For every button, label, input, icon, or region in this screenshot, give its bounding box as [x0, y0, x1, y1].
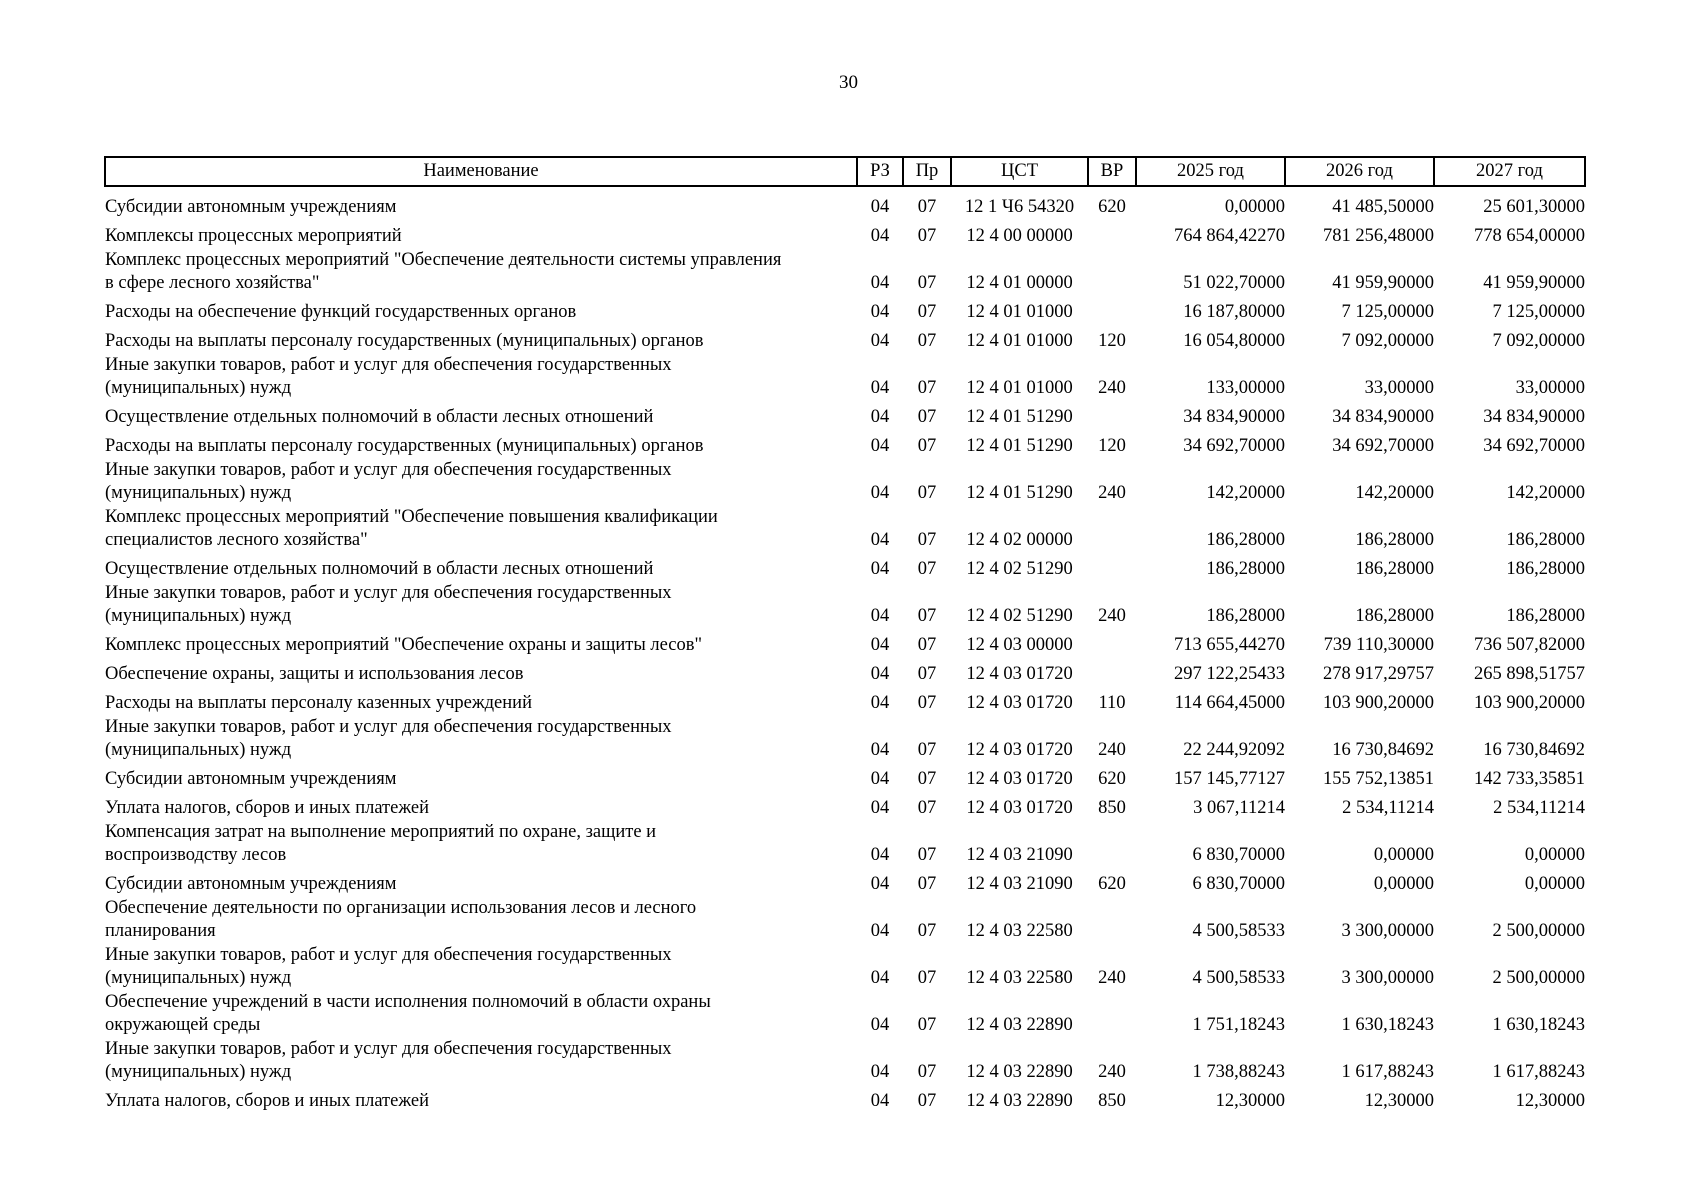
cell-pr: 07: [917, 1062, 937, 1082]
cell-2025: 6 830,70000: [1192, 874, 1285, 894]
table-row: [105, 820, 1585, 867]
cell-name: [105, 1084, 857, 1113]
cell-2026: 739 110,30000: [1323, 635, 1434, 655]
cell-name: [105, 686, 857, 715]
cell-name: [105, 990, 857, 1037]
cell-name-line: Осуществление отдельных полномочий в области лесных отношений: [105, 407, 654, 427]
cell-name-line: Иные закупки товаров, работ и услуг для обеспечения государственных: [105, 945, 672, 965]
cell-rz: 04: [870, 530, 890, 550]
cell-name: [105, 186, 857, 219]
cell-name: [105, 552, 857, 581]
table-body: [105, 186, 1585, 1113]
cell-cst: 12 4 03 01720: [966, 769, 1073, 789]
cell-cst: 12 4 00 00000: [966, 226, 1073, 246]
header-cst: ЦСТ: [951, 157, 1088, 186]
cell-cst: 12 4 03 22890: [966, 1062, 1073, 1082]
cell-2027: 778 654,00000: [1474, 226, 1585, 246]
cell-cst: 12 4 03 01720: [966, 693, 1073, 713]
cell-cst: 12 4 03 00000: [966, 635, 1073, 655]
cell-pr: 07: [917, 436, 937, 456]
cell-pr: 07: [917, 378, 937, 398]
cell-cst: 12 4 01 51290: [966, 483, 1073, 503]
cell-rz: 04: [870, 436, 890, 456]
cell-pr: 07: [917, 664, 937, 684]
cell-name-line: Расходы на выплаты персоналу казенных учреждений: [105, 693, 532, 713]
cell-2026: 142,20000: [1355, 483, 1434, 503]
cell-2025: 4 500,58533: [1192, 968, 1285, 988]
cell-pr: 07: [917, 273, 937, 293]
cell-rz: 04: [870, 968, 890, 988]
cell-2026: 16 730,84692: [1332, 740, 1434, 760]
cell-name-line: (муниципальных) нужд: [105, 740, 292, 760]
cell-pr: 07: [917, 483, 937, 503]
cell-2025: 34 692,70000: [1183, 436, 1285, 456]
cell-name-line: Комплексы процессных мероприятий: [105, 226, 402, 246]
cell-2026: 7 092,00000: [1341, 331, 1434, 351]
cell-2025: 51 022,70000: [1183, 273, 1285, 293]
cell-pr: 07: [917, 740, 937, 760]
cell-2025: 157 145,77127: [1174, 769, 1285, 789]
cell-name-line: (муниципальных) нужд: [105, 606, 292, 626]
cell-vr: 620: [1098, 197, 1126, 217]
cell-rz: 04: [870, 273, 890, 293]
cell-cst: 12 4 03 22890: [966, 1091, 1073, 1111]
cell-cst: 12 4 01 51290: [966, 436, 1073, 456]
cell-vr: 240: [1098, 606, 1126, 626]
cell-vr: 110: [1098, 693, 1126, 713]
cell-rz: 04: [870, 302, 890, 322]
header-2027: 2027 год: [1434, 157, 1585, 186]
cell-vr: 620: [1098, 874, 1126, 894]
cell-2026: 1 617,88243: [1341, 1062, 1434, 1082]
table-row: [105, 1037, 1585, 1084]
cell-vr: 620: [1098, 769, 1126, 789]
cell-pr: 07: [917, 635, 937, 655]
cell-pr: 07: [917, 559, 937, 579]
cell-name: [105, 762, 857, 791]
cell-name-line: Обеспечение учреждений в части исполнения полномочий в области охраны: [105, 992, 711, 1012]
cell-2026: 103 900,20000: [1323, 693, 1434, 713]
cell-2025: 142,20000: [1206, 483, 1285, 503]
cell-cst: 12 1 Ч6 54320: [964, 197, 1075, 217]
cell-name-line: Субсидии автономным учреждениям: [105, 197, 397, 217]
cell-2027: 33,00000: [1515, 378, 1585, 398]
cell-vr: [1088, 248, 1136, 295]
cell-2026: 186,28000: [1355, 606, 1434, 626]
cell-pr: 07: [917, 769, 937, 789]
cell-cst: 12 4 03 01720: [966, 740, 1073, 760]
cell-2025: 1 751,18243: [1192, 1015, 1285, 1035]
cell-name: [105, 324, 857, 353]
cell-name: [105, 400, 857, 429]
cell-2026: 34 692,70000: [1332, 436, 1434, 456]
cell-cst: 12 4 01 01000: [966, 378, 1073, 398]
cell-rz: 04: [870, 1062, 890, 1082]
cell-pr: 07: [917, 1015, 937, 1035]
cell-2025: 12,30000: [1215, 1091, 1285, 1111]
table-header: [105, 157, 1585, 186]
cell-pr: 07: [917, 921, 937, 941]
cell-2027: 103 900,20000: [1474, 693, 1585, 713]
cell-2027: 186,28000: [1506, 606, 1585, 626]
cell-2027: 186,28000: [1506, 559, 1585, 579]
cell-pr: 07: [917, 226, 937, 246]
table-row: [105, 990, 1585, 1037]
cell-2026: 12,30000: [1364, 1091, 1434, 1111]
cell-name-line: воспроизводству лесов: [105, 845, 287, 865]
cell-name: [105, 505, 857, 552]
cell-cst: 12 4 03 01720: [966, 798, 1073, 818]
cell-2027: 142,20000: [1506, 483, 1585, 503]
cell-name: [105, 628, 857, 657]
cell-2027: 0,00000: [1524, 874, 1585, 894]
cell-2025: 22 244,92092: [1183, 740, 1285, 760]
cell-2026: 781 256,48000: [1323, 226, 1434, 246]
cell-cst: 12 4 02 00000: [966, 530, 1073, 550]
table-row: [105, 896, 1585, 943]
cell-name: [105, 791, 857, 820]
cell-cst: 12 4 03 21090: [966, 845, 1073, 865]
cell-2026: 3 300,00000: [1341, 968, 1434, 988]
table-row: [105, 248, 1585, 295]
table-row: [105, 867, 1585, 896]
table-row: [105, 552, 1585, 581]
cell-pr: 07: [917, 197, 937, 217]
cell-pr: 07: [917, 874, 937, 894]
cell-2025: 186,28000: [1206, 530, 1285, 550]
cell-cst: 12 4 03 22890: [966, 1015, 1073, 1035]
cell-2027: 736 507,82000: [1474, 635, 1585, 655]
cell-2027: 34 692,70000: [1483, 436, 1585, 456]
cell-2026: 0,00000: [1373, 874, 1434, 894]
header-rz: РЗ: [857, 157, 903, 186]
cell-2026: 186,28000: [1355, 530, 1434, 550]
cell-name-line: Иные закупки товаров, работ и услуг для обеспечения государственных: [105, 717, 672, 737]
cell-rz: 04: [870, 740, 890, 760]
cell-rz: 04: [870, 921, 890, 941]
cell-2025: 186,28000: [1206, 559, 1285, 579]
cell-name-line: Уплата налогов, сборов и иных платежей: [105, 798, 430, 818]
cell-2025: 3 067,11214: [1193, 798, 1285, 818]
cell-rz: 04: [870, 483, 890, 503]
cell-2026: 2 534,11214: [1342, 798, 1434, 818]
cell-name-line: специалистов лесного хозяйства": [105, 530, 368, 550]
cell-2026: 41 959,90000: [1332, 273, 1434, 293]
cell-name-line: (муниципальных) нужд: [105, 483, 292, 503]
cell-2025: 764 864,42270: [1174, 226, 1285, 246]
cell-name: [105, 943, 857, 990]
cell-2025: 4 500,58533: [1192, 921, 1285, 941]
cell-pr: 07: [917, 693, 937, 713]
cell-name-line: Обеспечение деятельности по организации использования лесов и лесного: [105, 898, 697, 918]
page-number: 30: [839, 72, 858, 93]
cell-cst: 12 4 02 51290: [966, 559, 1073, 579]
table-row: [105, 1084, 1585, 1113]
cell-vr: 240: [1098, 740, 1126, 760]
cell-2025: 16 054,80000: [1183, 331, 1285, 351]
cell-2026: 186,28000: [1355, 559, 1434, 579]
cell-name-line: (муниципальных) нужд: [105, 378, 292, 398]
cell-2027: 7 125,00000: [1492, 302, 1585, 322]
cell-name-line: Иные закупки товаров, работ и услуг для обеспечения государственных: [105, 1039, 672, 1059]
table-row: [105, 715, 1585, 762]
cell-name-line: Комплекс процессных мероприятий "Обеспечение охраны и защиты лесов": [105, 635, 703, 655]
cell-2025: 0,00000: [1224, 197, 1285, 217]
cell-cst: 12 4 02 51290: [966, 606, 1073, 626]
cell-name: [105, 896, 857, 943]
cell-name-line: Иные закупки товаров, работ и услуг для обеспечения государственных: [105, 355, 672, 375]
table-row: [105, 400, 1585, 429]
cell-2025: 133,00000: [1206, 378, 1285, 398]
cell-2027: 12,30000: [1515, 1091, 1585, 1111]
cell-2027: 25 601,30000: [1483, 197, 1585, 217]
table-row: [105, 762, 1585, 791]
cell-2027: 2 500,00000: [1492, 968, 1585, 988]
cell-vr: [1088, 820, 1136, 867]
cell-rz: 04: [870, 769, 890, 789]
cell-2027: 2 500,00000: [1492, 921, 1585, 941]
cell-name: [105, 353, 857, 400]
cell-vr: 850: [1098, 798, 1126, 818]
cell-vr: [1088, 400, 1136, 429]
cell-rz: 04: [870, 1015, 890, 1035]
cell-pr: 07: [917, 968, 937, 988]
cell-2026: 278 917,29757: [1323, 664, 1434, 684]
cell-2026: 7 125,00000: [1341, 302, 1434, 322]
header-2025: 2025 год: [1136, 157, 1285, 186]
cell-vr: 240: [1098, 483, 1126, 503]
table-row: [105, 791, 1585, 820]
cell-name-line: Осуществление отдельных полномочий в области лесных отношений: [105, 559, 654, 579]
cell-rz: 04: [870, 197, 890, 217]
cell-name: [105, 295, 857, 324]
cell-rz: 04: [870, 606, 890, 626]
cell-rz: 04: [870, 874, 890, 894]
cell-name: [105, 248, 857, 295]
table-row: [105, 628, 1585, 657]
cell-pr: 07: [917, 798, 937, 818]
budget-table: [104, 156, 1586, 1113]
cell-2025: 16 187,80000: [1183, 302, 1285, 322]
cell-cst: 12 4 01 51290: [966, 407, 1073, 427]
cell-name-line: окружающей среды: [105, 1015, 261, 1035]
header-pr: Пр: [903, 157, 951, 186]
cell-name: [105, 458, 857, 505]
cell-cst: 12 4 03 01720: [966, 664, 1073, 684]
table-row: [105, 943, 1585, 990]
cell-name: [105, 715, 857, 762]
cell-name: [105, 820, 857, 867]
header-2026: 2026 год: [1285, 157, 1434, 186]
cell-2027: 7 092,00000: [1492, 331, 1585, 351]
cell-name: [105, 657, 857, 686]
cell-name-line: Расходы на выплаты персоналу государственных (муниципальных) органов: [105, 436, 704, 456]
cell-pr: 07: [917, 1091, 937, 1111]
table-row: [105, 657, 1585, 686]
cell-name-line: Иные закупки товаров, работ и услуг для обеспечения государственных: [105, 583, 672, 603]
cell-vr: 850: [1098, 1091, 1126, 1111]
cell-rz: 04: [870, 798, 890, 818]
cell-name-line: Обеспечение охраны, защиты и использования лесов: [105, 664, 524, 684]
cell-rz: 04: [870, 331, 890, 351]
cell-vr: [1088, 896, 1136, 943]
cell-name-line: Иные закупки товаров, работ и услуг для обеспечения государственных: [105, 460, 672, 480]
cell-pr: 07: [917, 302, 937, 322]
header-vr: ВР: [1088, 157, 1136, 186]
table-row: [105, 686, 1585, 715]
cell-cst: 12 4 03 22580: [966, 921, 1073, 941]
cell-name-line: (муниципальных) нужд: [105, 1062, 292, 1082]
cell-2025: 34 834,90000: [1183, 407, 1285, 427]
cell-2025: 713 655,44270: [1174, 635, 1285, 655]
cell-cst: 12 4 01 01000: [966, 331, 1073, 351]
cell-2027: 34 834,90000: [1483, 407, 1585, 427]
cell-2027: 265 898,51757: [1474, 664, 1585, 684]
cell-rz: 04: [870, 635, 890, 655]
table-row: [105, 295, 1585, 324]
cell-2026: 3 300,00000: [1341, 921, 1434, 941]
cell-2026: 33,00000: [1364, 378, 1434, 398]
cell-2027: 142 733,35851: [1474, 769, 1585, 789]
cell-2026: 34 834,90000: [1332, 407, 1434, 427]
cell-vr: [1088, 990, 1136, 1037]
cell-name-line: Компенсация затрат на выполнение мероприятий по охране, защите и: [105, 822, 657, 842]
cell-2025: 297 122,25433: [1174, 664, 1285, 684]
table-row: [105, 505, 1585, 552]
table-row: [105, 458, 1585, 505]
table-row: [105, 324, 1585, 353]
cell-vr: 120: [1098, 436, 1126, 456]
cell-name-line: планирования: [105, 921, 216, 941]
cell-2025: 114 664,45000: [1174, 693, 1285, 713]
cell-vr: 240: [1098, 1062, 1126, 1082]
cell-2025: 1 738,88243: [1192, 1062, 1285, 1082]
cell-2026: 1 630,18243: [1341, 1015, 1434, 1035]
cell-2026: 41 485,50000: [1332, 197, 1434, 217]
cell-name: [105, 219, 857, 248]
cell-2026: 0,00000: [1373, 845, 1434, 865]
cell-2027: 186,28000: [1506, 530, 1585, 550]
cell-rz: 04: [870, 226, 890, 246]
cell-pr: 07: [917, 407, 937, 427]
cell-2027: 16 730,84692: [1483, 740, 1585, 760]
cell-2027: 2 534,11214: [1493, 798, 1585, 818]
cell-rz: 04: [870, 693, 890, 713]
cell-2026: 155 752,13851: [1323, 769, 1434, 789]
cell-vr: [1088, 505, 1136, 552]
cell-cst: 12 4 03 21090: [966, 874, 1073, 894]
cell-name-line: Комплекс процессных мероприятий "Обеспечение повышения квалификации: [105, 507, 718, 527]
cell-cst: 12 4 01 00000: [966, 273, 1073, 293]
cell-rz: 04: [870, 378, 890, 398]
cell-vr: [1088, 219, 1136, 248]
cell-rz: 04: [870, 1091, 890, 1111]
cell-rz: 04: [870, 407, 890, 427]
table-row: [105, 186, 1585, 219]
cell-name-line: Субсидии автономным учреждениям: [105, 769, 397, 789]
cell-vr: [1088, 657, 1136, 686]
cell-name-line: Расходы на выплаты персоналу государственных (муниципальных) органов: [105, 331, 704, 351]
cell-cst: 12 4 01 01000: [966, 302, 1073, 322]
cell-name: [105, 429, 857, 458]
table-row: [105, 429, 1585, 458]
cell-pr: 07: [917, 845, 937, 865]
cell-rz: 04: [870, 664, 890, 684]
cell-vr: [1088, 628, 1136, 657]
cell-name-line: в сфере лесного хозяйства": [105, 273, 320, 293]
cell-cst: 12 4 03 22580: [966, 968, 1073, 988]
cell-name: [105, 581, 857, 628]
cell-name-line: (муниципальных) нужд: [105, 968, 292, 988]
cell-name: [105, 1037, 857, 1084]
cell-2027: 1 617,88243: [1492, 1062, 1585, 1082]
cell-name-line: Уплата налогов, сборов и иных платежей: [105, 1091, 430, 1111]
cell-vr: [1088, 552, 1136, 581]
cell-vr: 240: [1098, 968, 1126, 988]
cell-2027: 41 959,90000: [1483, 273, 1585, 293]
cell-2025: 6 830,70000: [1192, 845, 1285, 865]
cell-pr: 07: [917, 606, 937, 626]
cell-name-line: Комплекс процессных мероприятий "Обеспечение деятельности системы управления: [105, 250, 782, 270]
table-row: [105, 581, 1585, 628]
cell-vr: [1088, 295, 1136, 324]
cell-2025: 186,28000: [1206, 606, 1285, 626]
cell-name: [105, 867, 857, 896]
table-row: [105, 219, 1585, 248]
cell-pr: 07: [917, 331, 937, 351]
cell-name-line: Субсидии автономным учреждениям: [105, 874, 397, 894]
cell-rz: 04: [870, 559, 890, 579]
cell-name-line: Расходы на обеспечение функций государственных органов: [105, 302, 577, 322]
cell-rz: 04: [870, 845, 890, 865]
cell-2027: 1 630,18243: [1492, 1015, 1585, 1035]
header-name: Наименование: [105, 157, 857, 186]
cell-pr: 07: [917, 530, 937, 550]
cell-vr: 120: [1098, 331, 1126, 351]
cell-2027: 0,00000: [1524, 845, 1585, 865]
cell-vr: 240: [1098, 378, 1126, 398]
table-row: [105, 353, 1585, 400]
